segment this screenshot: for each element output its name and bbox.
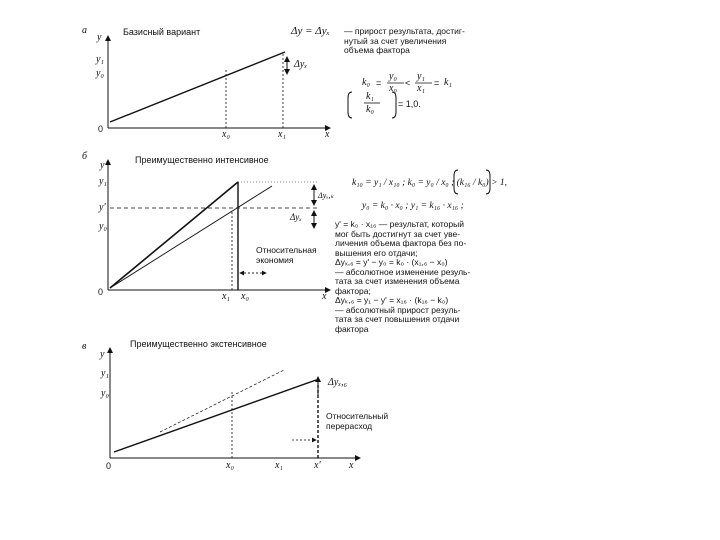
panel-c-overrun-label: Относительный перерасход (326, 411, 389, 431)
panel-a-x1-label: x₁ (278, 129, 286, 140)
panel-a-bracket (348, 92, 352, 118)
panel-a-f1-k0: k₀ (362, 77, 370, 88)
panel-b-x1-label: x₁ (222, 291, 230, 302)
panel-b-f2: y₀ = k₀ · x₀ ; y₁ = k₁₆ · x₁₆ ; (362, 201, 464, 211)
panel-a-f1-x0: x₀ (389, 83, 397, 94)
panel-b-dy-mid-label: Δyₓ (290, 212, 302, 222)
panel-a-origin: 0 (98, 124, 104, 134)
panel-c-dy-label: Δyₓ,₆ (328, 377, 348, 388)
panel-a-y-axis-label: y (97, 32, 102, 43)
panel-a-line (110, 52, 285, 122)
panel-a-text: — прирост результата, достиг- нутый за счет увеличения объема фактора (344, 26, 465, 55)
panel-c-x1-label: x₁ (275, 460, 283, 471)
panel-a-f1-y0: y₀ (389, 71, 397, 82)
panel-a-eq-head: Δy = Δyₓ (291, 25, 330, 37)
panel-b-letter: б (82, 151, 88, 162)
panel-c-xprime-label: x' (314, 460, 321, 471)
panel-b-y-axis-label: y (100, 160, 105, 171)
panel-a-x0-label: x₀ (222, 129, 230, 140)
panel-c-x0-label: x₀ (226, 460, 234, 471)
panel-b-origin: 0 (98, 287, 104, 297)
panel-c-y1-label: y₁ (101, 368, 109, 379)
panel-c-main-line (114, 380, 316, 452)
panel-a-letter: а (82, 25, 87, 36)
panel-b-title: Преимущественно интенсивное (135, 155, 269, 165)
panel-a-f1-k1: k₁ (444, 77, 452, 88)
panel-a-f1-y1: y₁ (417, 71, 425, 82)
panel-c-letter: в (82, 341, 87, 352)
panel-a-y0-label: y₀ (96, 68, 104, 79)
panel-a-f1-x1: x₁ (417, 83, 425, 94)
panel-b-x0-label: x₀ (241, 291, 249, 302)
panel-b-econ-label: Относительная экономия (256, 245, 317, 265)
panel-a-f1-lt: < (405, 78, 411, 88)
panel-a-f2-k0: k₀ (366, 104, 374, 115)
panel-c-graph (110, 348, 360, 458)
panel-a-bracket-r (392, 92, 396, 118)
panel-b-text: y' = k₀ · x₁₆ — результат, который мог быть достигнут за счет уве- личения объема фактора без по- вышения его отдачи; Δyₓ,₆ = y' − y₀ = k₀ · (x₁,₆ − x₀) — абсолютное изменение резуль- тата за счет изменения объема фактора; Δyₖ,₆ = y₁ − y' = x₁₆ · (k₁₆ − k₀) — абсолютный прирост резуль- тата за счет повышения отдачи фактора (335, 219, 471, 334)
panel-c-x-axis-label: x (349, 460, 354, 471)
panel-a-title: Базисный вариант (123, 27, 201, 37)
panel-a-f1-eq: = (376, 78, 382, 88)
panel-b-f1: k₁₀ = y₁ / x₁₀ ; k₀ = y₀ / x₀ ; (k₁₆ / k₀) > 1, (352, 178, 507, 188)
panel-a-f2-k1: k₁ (366, 91, 374, 102)
panel-c-y-axis-label: y (100, 349, 105, 360)
panel-c-y0-label: y₀ (101, 388, 109, 399)
panel-b-y1-label: y₁ (99, 176, 107, 187)
panel-c-base-line (160, 370, 284, 432)
panel-a-x-axis-label: x (325, 129, 330, 140)
panel-a-dy-label: Δyₓ (294, 59, 308, 70)
panel-a-f1-eq2: = (434, 78, 440, 88)
panel-a-f2-val: = 1,0. (398, 99, 421, 109)
panel-b-y0-label: y₀ (99, 221, 107, 232)
panel-c-origin: 0 (106, 461, 112, 471)
panel-a-y1-label: y₁ (96, 54, 104, 65)
panel-b-yprime-label: y' (99, 202, 106, 213)
panel-b-x-axis-label: x (322, 291, 327, 302)
panel-b-dy-top-label: Δyₓ,ₖ (318, 191, 334, 200)
panel-b-steep-line (110, 182, 238, 288)
panel-b-base-line (110, 186, 272, 288)
panel-c-title: Преимущественно экстенсивное (130, 339, 267, 349)
